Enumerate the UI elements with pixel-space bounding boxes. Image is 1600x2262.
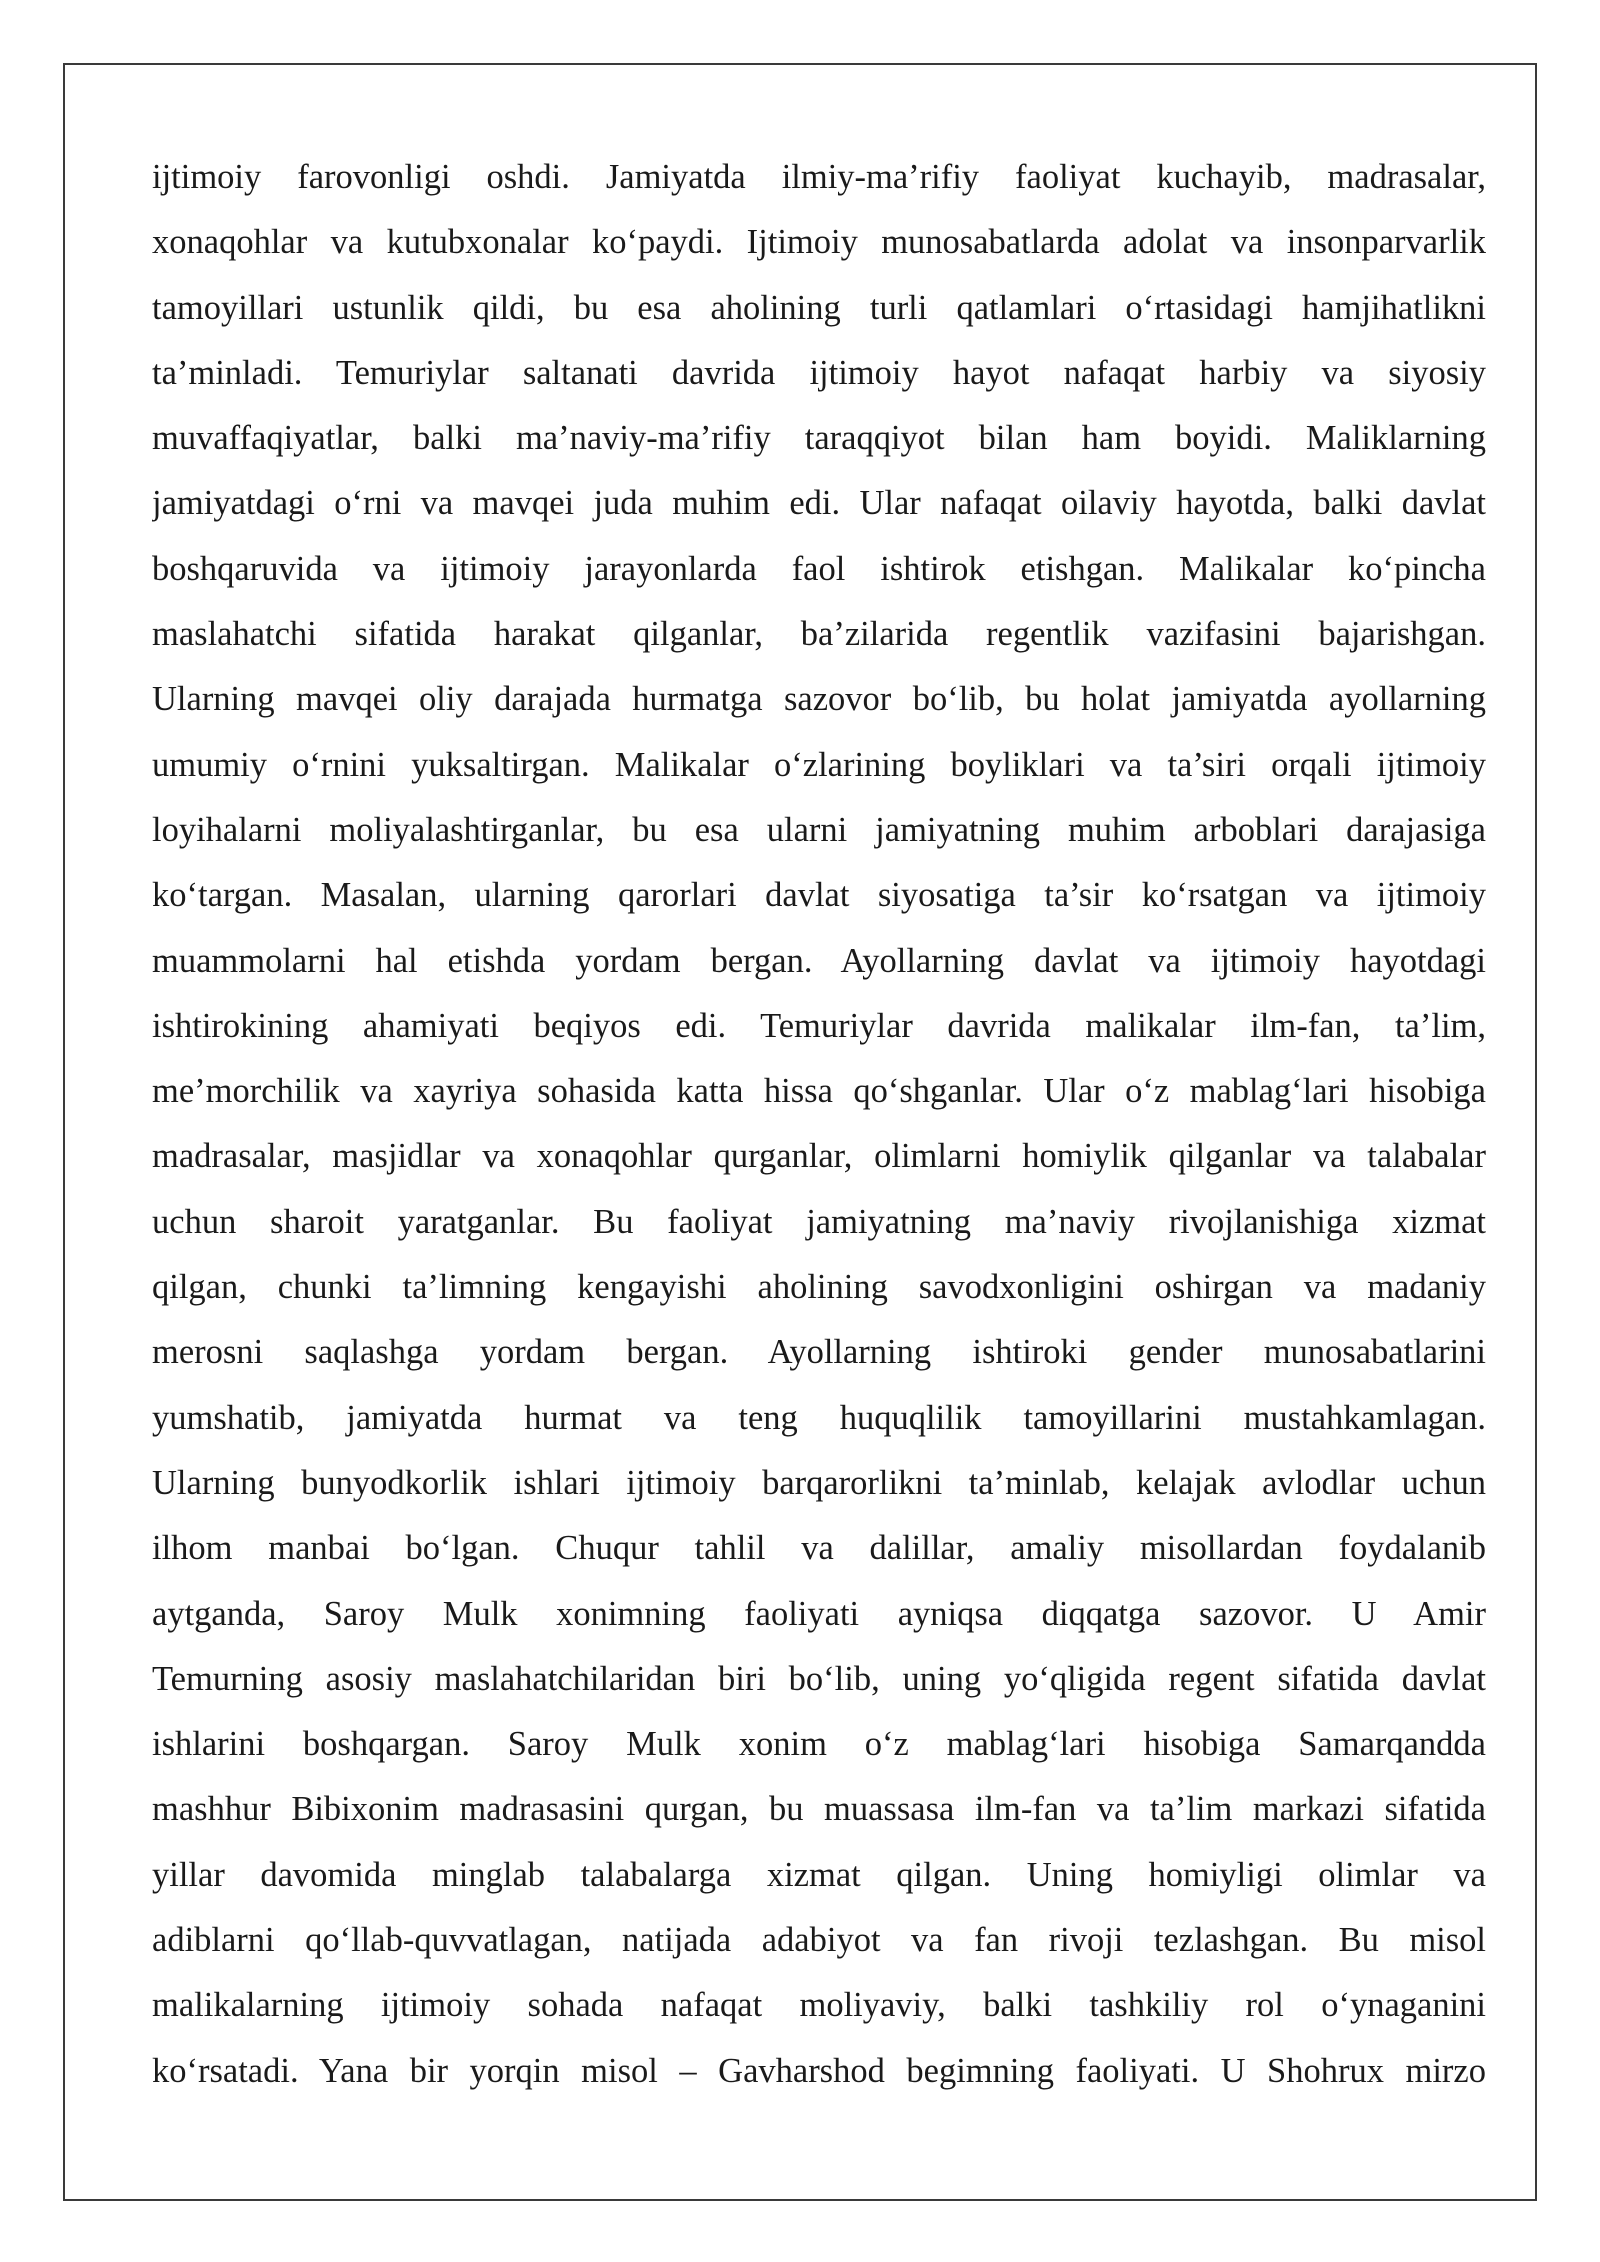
text-line: ko‘rsatadi. Yana bir yorqin misol – Gavharshod begimning faoliyati. U Shohrux mirzo xyxy=(152,2051,1486,2090)
text-line: loyihalarni moliyalashtirganlar, bu esa ularni jamiyatning muhim arboblari darajasiga xyxy=(152,810,1486,849)
text-line: ta’minladi. Temuriylar saltanati davrida ijtimoiy hayot nafaqat harbiy va siyosiy xyxy=(152,353,1486,392)
text-line: maslahatchi sifatida harakat qilganlar, ba’zilarida regentlik vazifasini bajarishgan. xyxy=(152,615,1486,654)
text-line: adiblarni qo‘llab-quvvatlagan, natijada adabiyot va fan rivoji tezlashgan. Bu misol xyxy=(152,1921,1486,1960)
text-line: Ularning mavqei oliy darajada hurmatga sazovor bo‘lib, bu holat jamiyatda ayollarning xyxy=(152,680,1486,719)
text-line: ishtirokining ahamiyati beqiyos edi. Temuriylar davrida malikalar ilm-fan, ta’lim, xyxy=(152,1006,1486,1045)
body-text xyxy=(152,153,1486,2112)
text-line: uchun sharoit yaratganlar. Bu faoliyat jamiyatning ma’naviy rivojlanishiga xizmat xyxy=(152,1202,1486,1241)
text-line: boshqaruvida va ijtimoiy jarayonlarda faol ishtirok etishgan. Malikalar ko‘pincha xyxy=(152,549,1486,588)
text-line: muammolarni hal etishda yordam bergan. Ayollarning davlat va ijtimoiy hayotdagi xyxy=(152,941,1486,980)
text-line: tamoyillari ustunlik qildi, bu esa aholining turli qatlamlari o‘rtasidagi hamjihatlikni xyxy=(152,288,1486,327)
text-line: ko‘targan. Masalan, ularning qarorlari davlat siyosatiga ta’sir ko‘rsatgan va ijtimoiy xyxy=(152,876,1486,915)
text-line: muvaffaqiyatlar, balki ma’naviy-ma’rifiy taraqqiyot bilan ham boyidi. Maliklarning xyxy=(152,419,1486,458)
text-line: umumiy o‘rnini yuksaltirgan. Malikalar o‘zlarining boyliklari va ta’siri orqali ijtimoiy xyxy=(152,745,1486,784)
text-line: malikalarning ijtimoiy sohada nafaqat moliyaviy, balki tashkiliy rol o‘ynaganini xyxy=(152,1986,1486,2025)
text-line: Ularning bunyodkorlik ishlari ijtimoiy barqarorlikni ta’minlab, kelajak avlodlar uchun xyxy=(152,1463,1486,1502)
text-line: jamiyatdagi o‘rni va mavqei juda muhim edi. Ular nafaqat oilaviy hayotda, balki davlat xyxy=(152,484,1486,523)
text-line: Temurning asosiy maslahatchilaridan biri bo‘lib, uning yo‘qligida regent sifatida davlat xyxy=(152,1659,1486,1698)
text-line: ilhom manbai bo‘lgan. Chuqur tahlil va dalillar, amaliy misollardan foydalanib xyxy=(152,1529,1486,1568)
text-line: me’morchilik va xayriya sohasida katta hissa qo‘shganlar. Ular o‘z mablag‘lari hisobiga xyxy=(152,1072,1486,1111)
text-line: yillar davomida minglab talabalarga xizmat qilgan. Uning homiyligi olimlar va xyxy=(152,1855,1486,1894)
text-line: xonaqohlar va kutubxonalar ko‘paydi. Ijtimoiy munosabatlarda adolat va insonparvarlik xyxy=(152,223,1486,262)
text-line: aytganda, Saroy Mulk xonimning faoliyati ayniqsa diqqatga sazovor. U Amir xyxy=(152,1594,1486,1633)
text-line: yumshatib, jamiyatda hurmat va teng huquqlilik tamoyillarini mustahkamlagan. xyxy=(152,1398,1486,1437)
text-line: mashhur Bibixonim madrasasini qurgan, bu muassasa ilm-fan va ta’lim markazi sifatida xyxy=(152,1790,1486,1829)
text-line: ishlarini boshqargan. Saroy Mulk xonim o‘z mablag‘lari hisobiga Samarqandda xyxy=(152,1725,1486,1764)
text-line: madrasalar, masjidlar va xonaqohlar qurganlar, olimlarni homiylik qilganlar va talabalar xyxy=(152,1137,1486,1176)
text-line: ijtimoiy farovonligi oshdi. Jamiyatda ilmiy-ma’rifiy faoliyat kuchayib, madrasalar, xyxy=(152,158,1486,196)
text-line: merosni saqlashga yordam bergan. Ayollarning ishtiroki gender munosabatlarini xyxy=(152,1333,1486,1372)
text-line: qilgan, chunki ta’limning kengayishi aholining savodxonligini oshirgan va madaniy xyxy=(152,1268,1486,1307)
